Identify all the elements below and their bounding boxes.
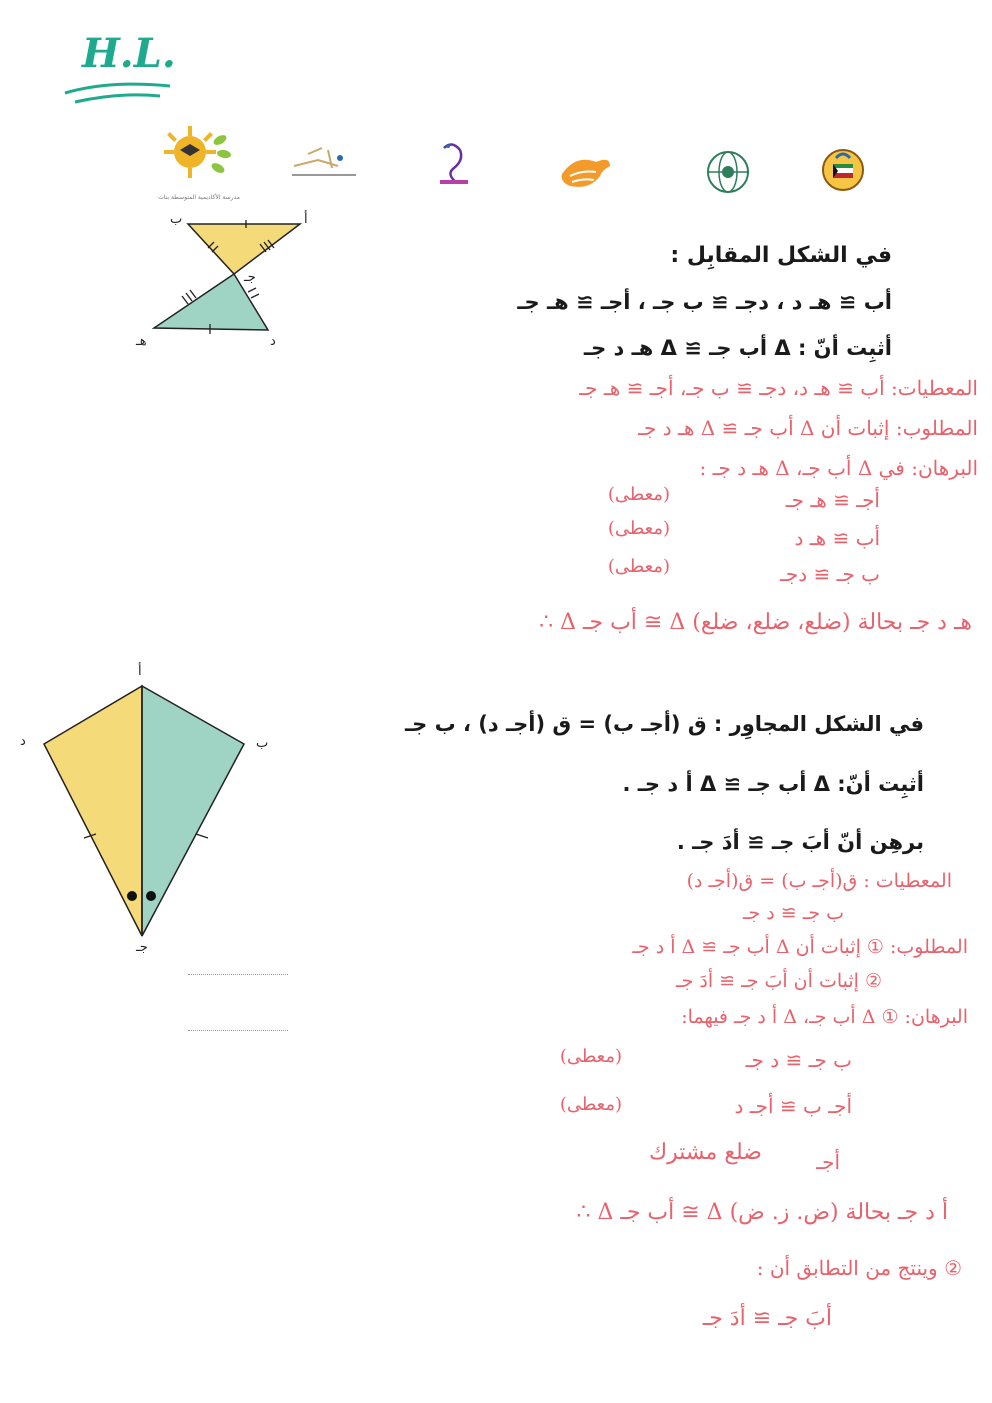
p1-label-c: جـ — [244, 270, 256, 285]
p2-givens-b: ب جـ ≅ د جـ — [742, 902, 844, 924]
p1-label-d: د — [270, 334, 276, 349]
globe-logo — [698, 148, 758, 198]
p1-step1-reason: (معطى) — [607, 484, 670, 505]
p2-required-a: المطلوب: ① إثبات أن Δ أب جـ ≅ Δ أ د جـ — [632, 936, 968, 958]
p2-step1-stmt: ب جـ ≅ د جـ — [745, 1048, 852, 1072]
p2-givens-a: المعطيات : ق(أجـ ب) = ق(أجـ د) — [686, 870, 952, 892]
p2-conclusion: ∴ Δ أب جـ ≅ Δ أ د جـ بحالة (ض. ز. ض) — [576, 1200, 948, 1225]
p2-prove2: برهِن أنّ أبَ جـ ≅ أدَ جـ . — [676, 830, 924, 854]
calligraphy-logo — [434, 138, 474, 188]
triangle-adc — [44, 686, 142, 936]
initials-underline — [60, 78, 180, 108]
p2-label-c: جـ — [136, 940, 148, 955]
p2-required-b: ② إثبات أن أبَ جـ ≅ أدَ جـ — [676, 970, 882, 992]
problem1-figure — [150, 218, 330, 348]
p1-heading: في الشكل المقابِل : — [670, 243, 892, 268]
p1-step1-stmt: أجـ ≅ هـ جـ — [785, 488, 880, 512]
angle-dot-right — [146, 891, 156, 901]
angle-dot-left — [127, 891, 137, 901]
p2-step2-stmt: أجـ ب ≅ أجـ د — [734, 1094, 852, 1118]
p2-step1-reason: (معطى) — [559, 1046, 622, 1067]
p2-label-d: د — [20, 734, 26, 749]
p1-prove: أثبِت أنّ : Δ أب جـ ≅ Δ هـ د جـ — [583, 336, 892, 360]
p2-step3-stmt: أجـ — [816, 1150, 840, 1174]
answer-line-1 — [188, 974, 288, 975]
p2-proof-intro: البرهان: ① Δ أب جـ، Δ أ د جـ فيهما: — [681, 1006, 968, 1028]
p1-step3-reason: (معطى) — [607, 556, 670, 577]
p1-label-e: هـ — [136, 334, 147, 349]
teacher-initials: H.L. — [82, 30, 176, 77]
p2-label-a: أ — [138, 664, 142, 679]
p2-heading: في الشكل المجاوِر : ق (أجـ ب) = ق (أجـ د) ، ب جـ — [404, 712, 924, 736]
kuwait-emblem — [818, 144, 868, 198]
triangle-abc — [188, 224, 300, 274]
p2-step3-reason: ضلع مشترك — [649, 1140, 762, 1165]
p1-step2-stmt: أب ≅ هـ د — [794, 526, 880, 550]
p2-step2-reason: (معطى) — [559, 1094, 622, 1115]
p1-label-a: أ — [304, 212, 308, 227]
triangle-abc-kite — [142, 686, 244, 936]
p2-result: أبَ جـ ≅ أدَ جـ — [702, 1306, 832, 1331]
problem2-figure — [30, 672, 270, 952]
p2-label-b: ب — [256, 736, 269, 751]
p2-result-intro: ② وينتج من التطابق أن : — [756, 1256, 962, 1280]
academy-logo — [288, 138, 360, 188]
p1-step2-reason: (معطى) — [607, 518, 670, 539]
p1-conclusion: ∴ Δ أب جـ ≅ Δ هـ د جـ بحالة (ضلع، ضلع، ضلع) — [539, 610, 972, 635]
p1-given: أب ≅ هـ د ، دجـ ≅ ب جـ ، أجـ ≅ هـ جـ — [517, 290, 892, 314]
sun-icon — [158, 120, 240, 190]
p1-givens: المعطيات: أب ≅ هـ د، دجـ ≅ ب جـ، أجـ ≅ هـ جـ — [579, 376, 978, 400]
p1-proof-intro: البرهان: في Δ أب جـ، Δ هـ د جـ : — [699, 456, 978, 480]
p1-step3-stmt: ب جـ ≅ دجـ — [779, 562, 880, 586]
bird-logo — [556, 148, 616, 194]
p1-required: المطلوب: إثبات أن Δ أب جـ ≅ Δ هـ د جـ — [638, 416, 978, 440]
p2-prove: أثبِت أنّ: Δ أب جـ ≅ Δ أ د جـ . — [622, 772, 924, 796]
school-logo — [158, 120, 240, 200]
answer-line-2 — [188, 1030, 288, 1031]
p1-label-b: ب — [170, 212, 183, 227]
school-logo-caption: مدرسة الأكاديمية المتوسطة بنات — [158, 194, 240, 201]
